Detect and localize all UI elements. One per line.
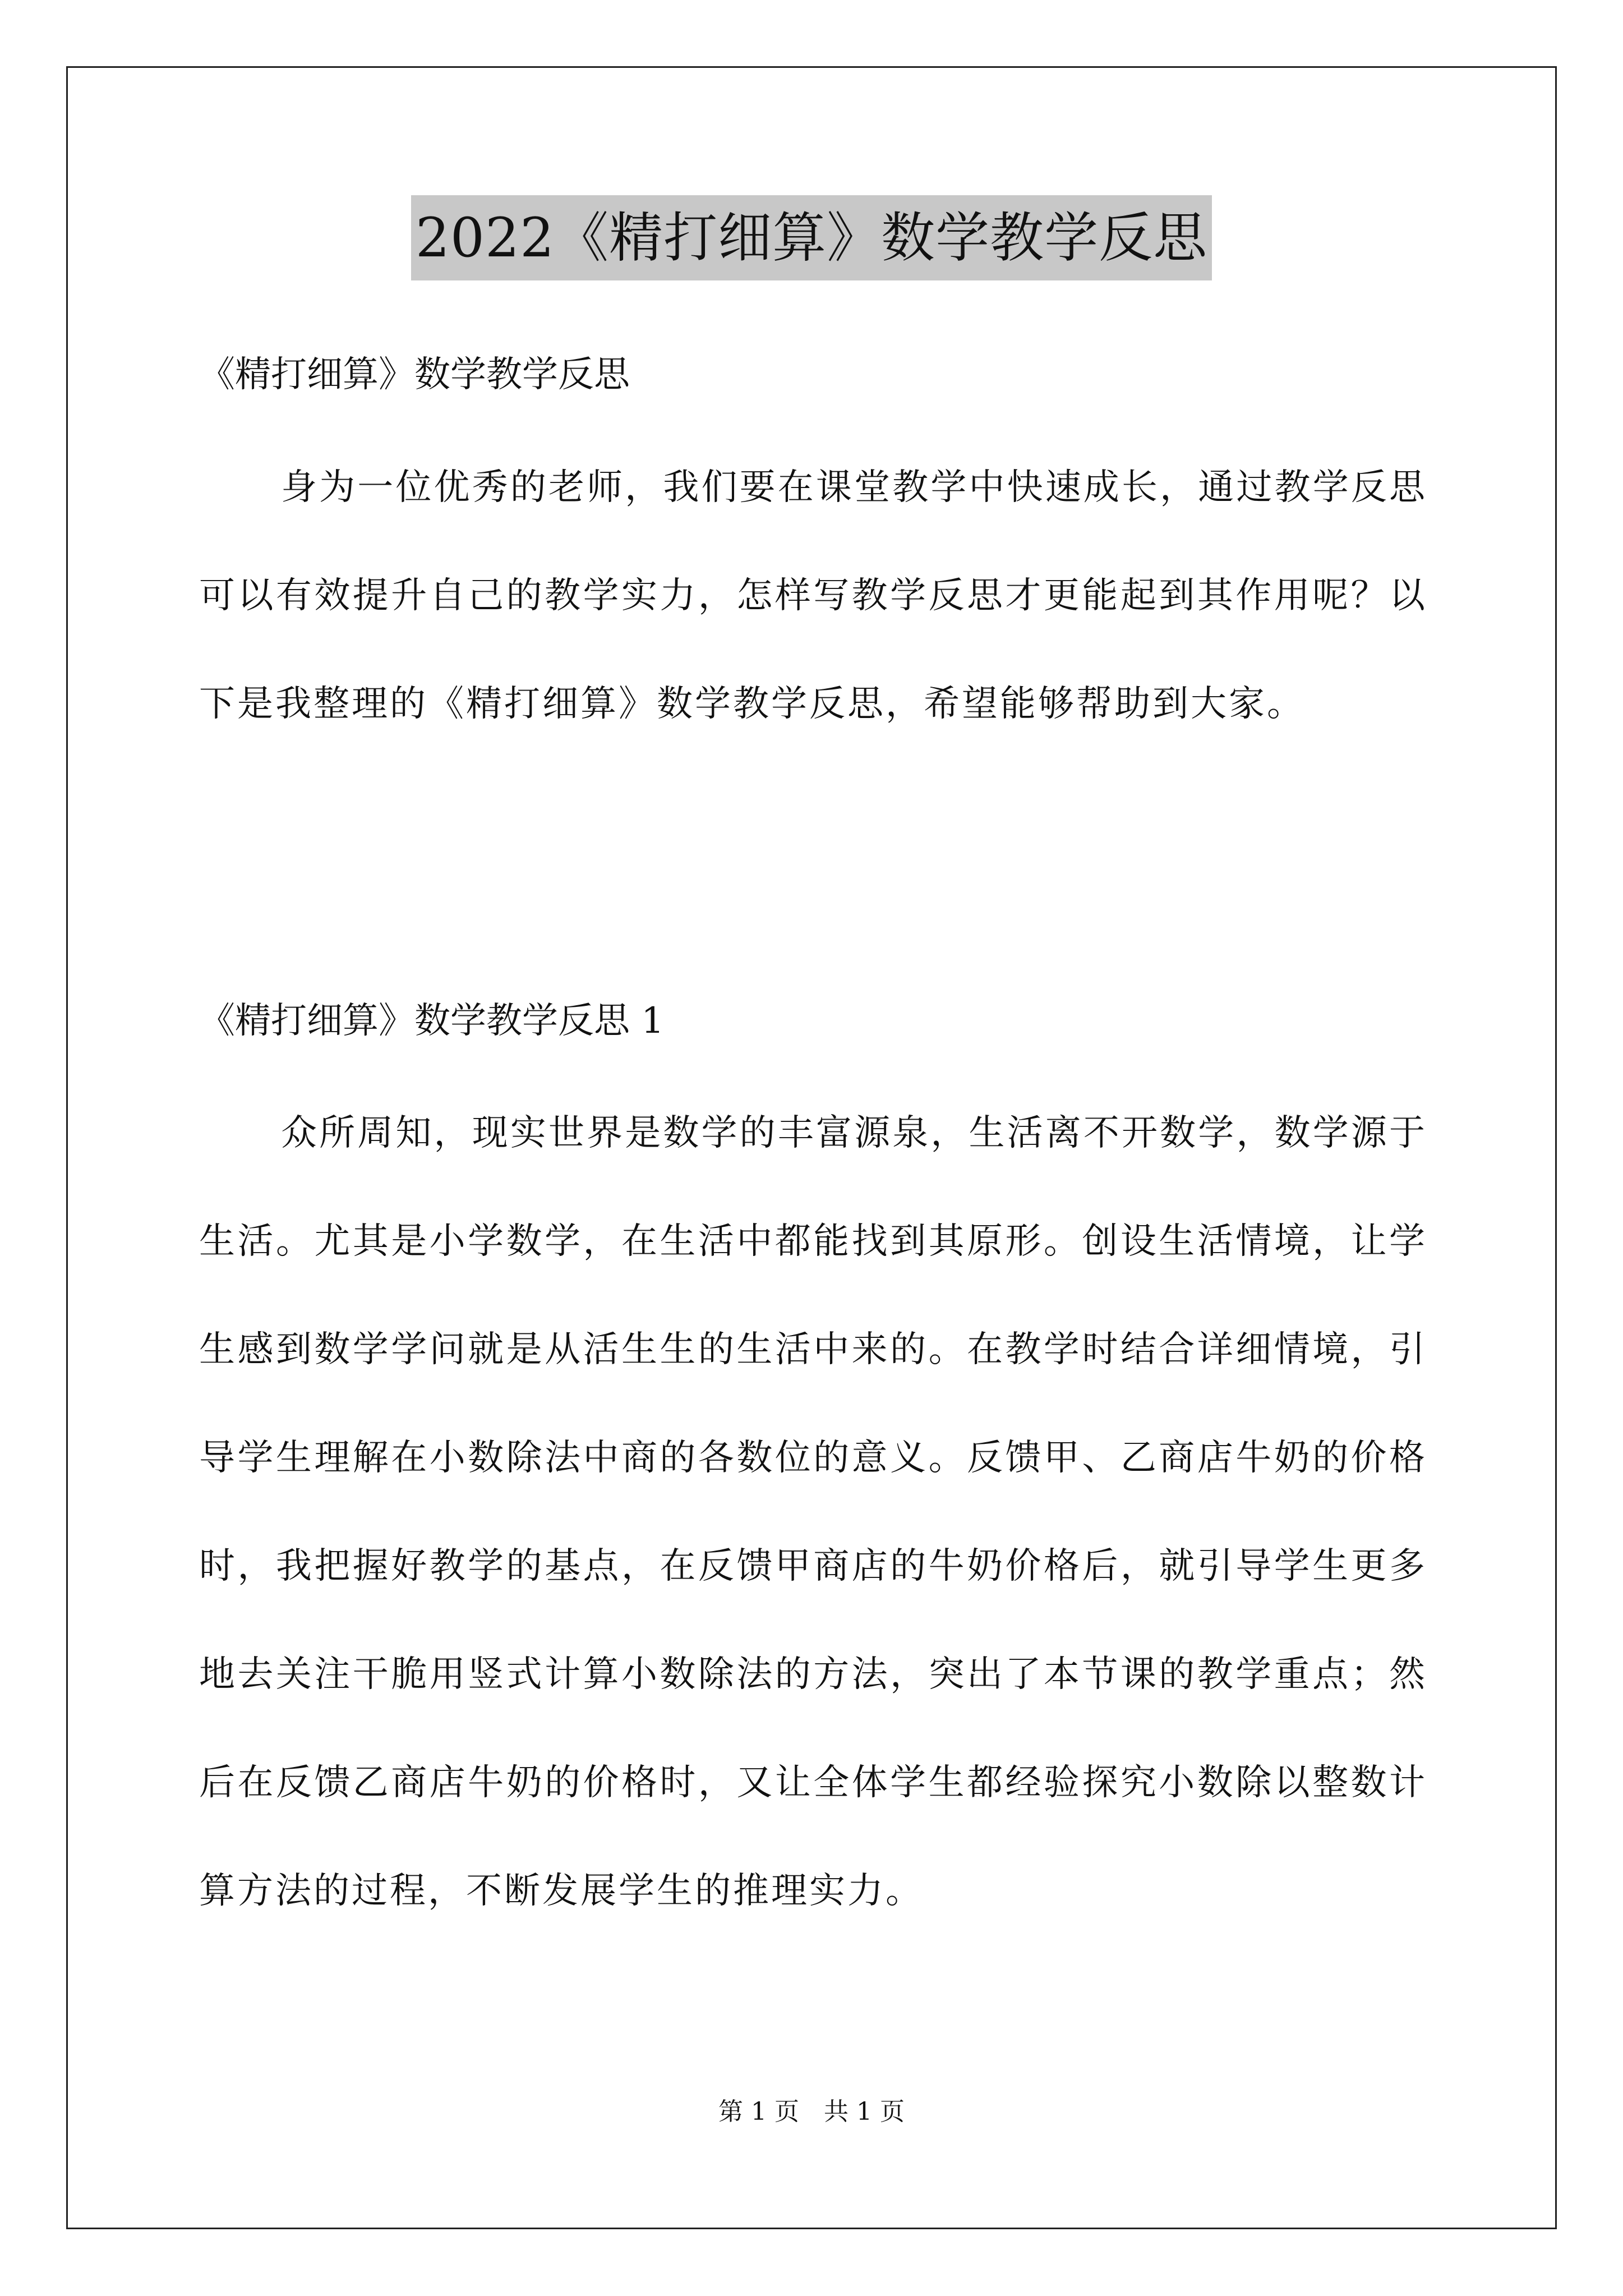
section-1-paragraph: 众所周知，现实世界是数学的丰富源泉，生活离不开数学，数学源于生活。尤其是小学数学，在生活中都能找到其原形。创设生活情境，让学生感到数学学问就是从活生生的生活中来的。在教学时结合详细情境，引导学生理解在小数除法中商的各数位的意义。反馈甲、乙商店牛奶的价格时，我把握好教学的基点，在反馈甲商店的牛奶价格后，就引导学生更多地去关注干脆用竖式计算小数除法的方法，突出了本节课的教学重点；然后在反馈乙商店牛奶的价格时，又让全体学生都经验探究小数除以整数计算方法的过程，不断发展学生的推理实力。 xyxy=(199,1112,1427,1912)
intro-heading: 《精打细算》数学教学反思 xyxy=(199,354,630,395)
page-footer: 第 1 页 共 1 页 xyxy=(718,2097,905,2126)
document-title: 2022《精打细算》数学教学反思 xyxy=(411,195,1212,280)
section-1-heading: 《精打细算》数学教学反思 1 xyxy=(199,1000,665,1042)
intro-paragraph: 身为一位优秀的老师，我们要在课堂教学中快速成长，通过教学反思可以有效提升自己的教学实力，怎样写教学反思才更能起到其作用呢？以下是我整理的《精打细算》数学教学反思，希望能够帮助到大家。 xyxy=(199,467,1427,725)
title-container xyxy=(0,195,1623,280)
